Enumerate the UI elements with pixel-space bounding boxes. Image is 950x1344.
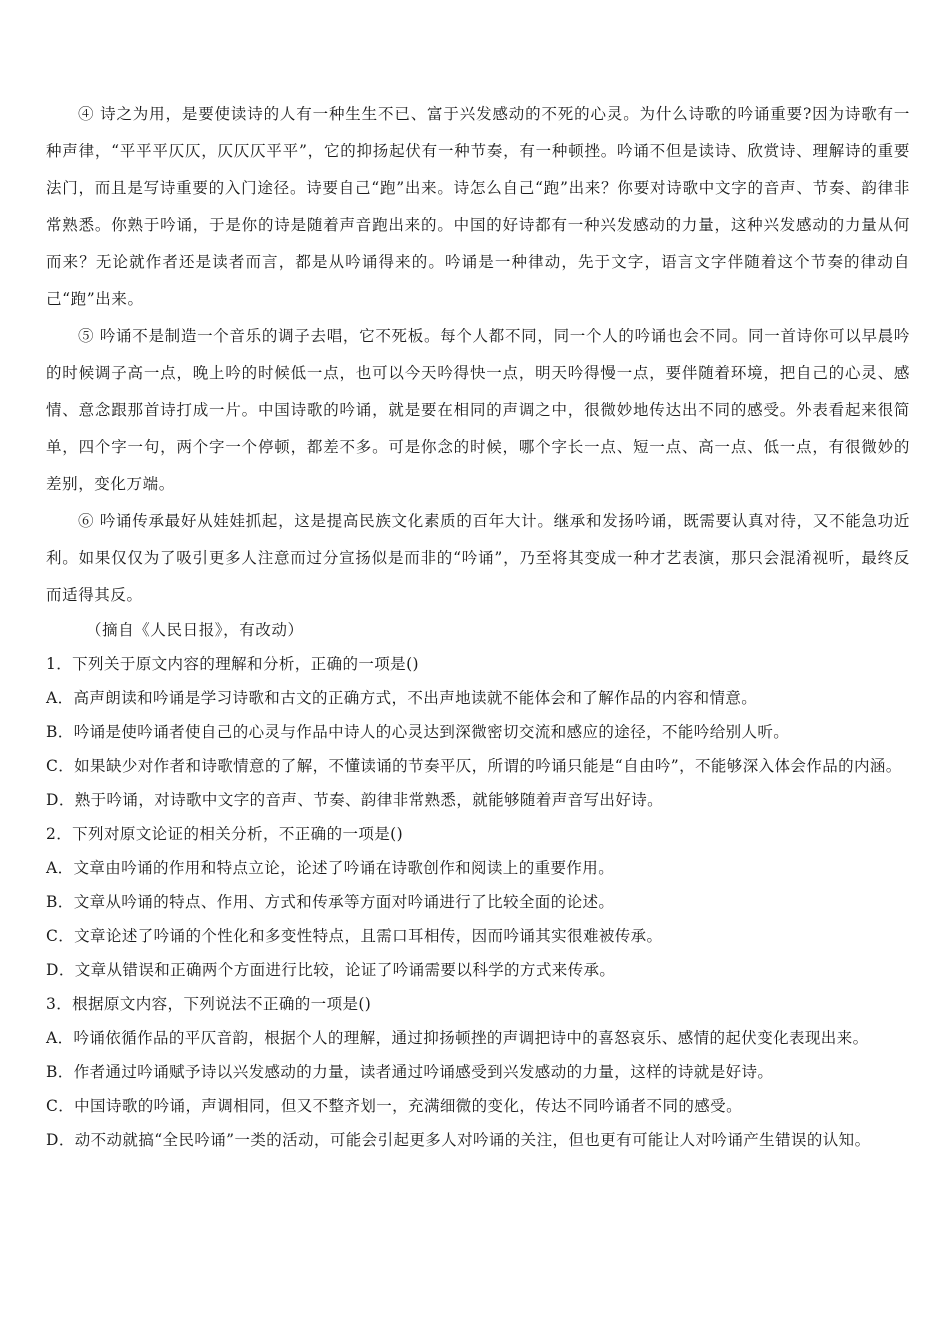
question-2 <box>46 817 910 987</box>
option-a: A．吟诵依循作品的平仄音韵，根据个人的理解，通过抑扬顿挫的声调把诗中的喜怒哀乐、感情的起伏变化表现出来。 <box>46 1029 869 1047</box>
paragraph-5: ⑤ 吟诵不是制造一个音乐的调子去唱，它不死板。每个人都不同，同一个人的吟诵也会不同。同一首诗你可以早晨吟的时候调子高一点，晚上吟的时候低一点，也可以今天吟得快一点，明天吟得慢一点，要伴随着环境，把自己的心灵、感情、意念跟那首诗打成一片。中国诗歌的吟诵，就是要在相同的声调之中，很微妙地传达出不同的感受。外表看起来很简单，四个字一句，两个字一个停顿，都差不多。可是你念的时候，哪个字长一点、短一点、高一点、低一点，有很微妙的差别，变化万端。 <box>46 327 910 493</box>
question-stem: 3．根据原文内容，下列说法不正确的一项是() <box>46 995 372 1013</box>
option-d: D．熟于吟诵，对诗歌中文字的音声、节奏、韵律非常熟悉，就能够随着声音写出好诗。 <box>46 791 664 809</box>
question-1 <box>46 647 910 817</box>
option-d: D．动不动就搞“全民吟诵”一类的活动，可能会引起更多人对吟诵的关注，但也更有可能让人对吟诵产生错误的认知。 <box>46 1131 871 1149</box>
question-3 <box>46 987 910 1157</box>
paragraph-6: ⑥ 吟诵传承最好从娃娃抓起，这是提高民族文化素质的百年大计。继承和发扬吟诵，既需要认真对待，又不能急功近利。如果仅仅为了吸引更多人注意而过分宣扬似是而非的“吟诵”，乃至将其变成一种才艺表演，那只会混淆视听，最终反而适得其反。 <box>46 512 910 604</box>
option-d: D．文章从错误和正确两个方面进行比较，论证了吟诵需要以科学的方式来传承。 <box>46 961 616 979</box>
option-a: A．高声朗读和吟诵是学习诗歌和古文的正确方式，不出声地读就不能体会和了解作品的内容和情意。 <box>46 689 758 707</box>
option-b: B．文章从吟诵的特点、作用、方式和传承等方面对吟诵进行了比较全面的论述。 <box>46 893 615 911</box>
option-c: C．文章论述了吟诵的个性化和多变性特点，且需口耳相传，因而吟诵其实很难被传承。 <box>46 927 663 945</box>
option-b: B．作者通过吟诵赋予诗以兴发感动的力量，读者通过吟诵感受到兴发感动的力量，这样的诗就是好诗。 <box>46 1063 774 1081</box>
option-c: C．如果缺少对作者和诗歌情意的了解，不懂读诵的节奏平仄，所谓的吟诵只能是“自由吟”，不能够深入体会作品的内涵。 <box>46 757 902 775</box>
question-stem: 1．下列关于原文内容的理解和分析，正确的一项是() <box>46 655 419 673</box>
option-b: B．吟诵是使吟诵者使自己的心灵与作品中诗人的心灵达到深微密切交流和感应的途径，不能吟给别人听。 <box>46 723 790 741</box>
option-a: A．文章由吟诵的作用和特点立论，论述了吟诵在诗歌创作和阅读上的重要作用。 <box>46 859 615 877</box>
source-citation: （摘自《人民日报》，有改动） <box>86 621 304 639</box>
paragraph-4: ④ 诗之为用，是要使读诗的人有一种生生不已、富于兴发感动的不死的心灵。为什么诗歌的吟诵重要?因为诗歌有一种声律，“平平平仄仄，仄仄仄平平”，它的抑扬起伏有一种节奏，有一种顿挫。吟诵不但是读诗、欣赏诗、理解诗的重要法门，而且是写诗重要的入门途径。诗要自己“跑”出来。诗怎么自己“跑”出来？你要对诗歌中文字的音声、节奏、韵律非常熟悉。你熟于吟诵，于是你的诗是随着声音跑出来的。中国的好诗都有一种兴发感动的力量，这种兴发感动的力量从何而来？无论就作者还是读者而言，都是从吟诵得来的。吟诵是一种律动，先于文字，语言文字伴随着这个节奏的律动自己“跑”出来。 <box>46 105 910 308</box>
question-stem: 2．下列对原文论证的相关分析，不正确的一项是() <box>46 825 404 843</box>
document-page <box>46 96 910 1157</box>
option-c: C．中国诗歌的吟诵，声调相同，但又不整齐划一，充满细微的变化，传达不同吟诵者不同的感受。 <box>46 1097 742 1115</box>
